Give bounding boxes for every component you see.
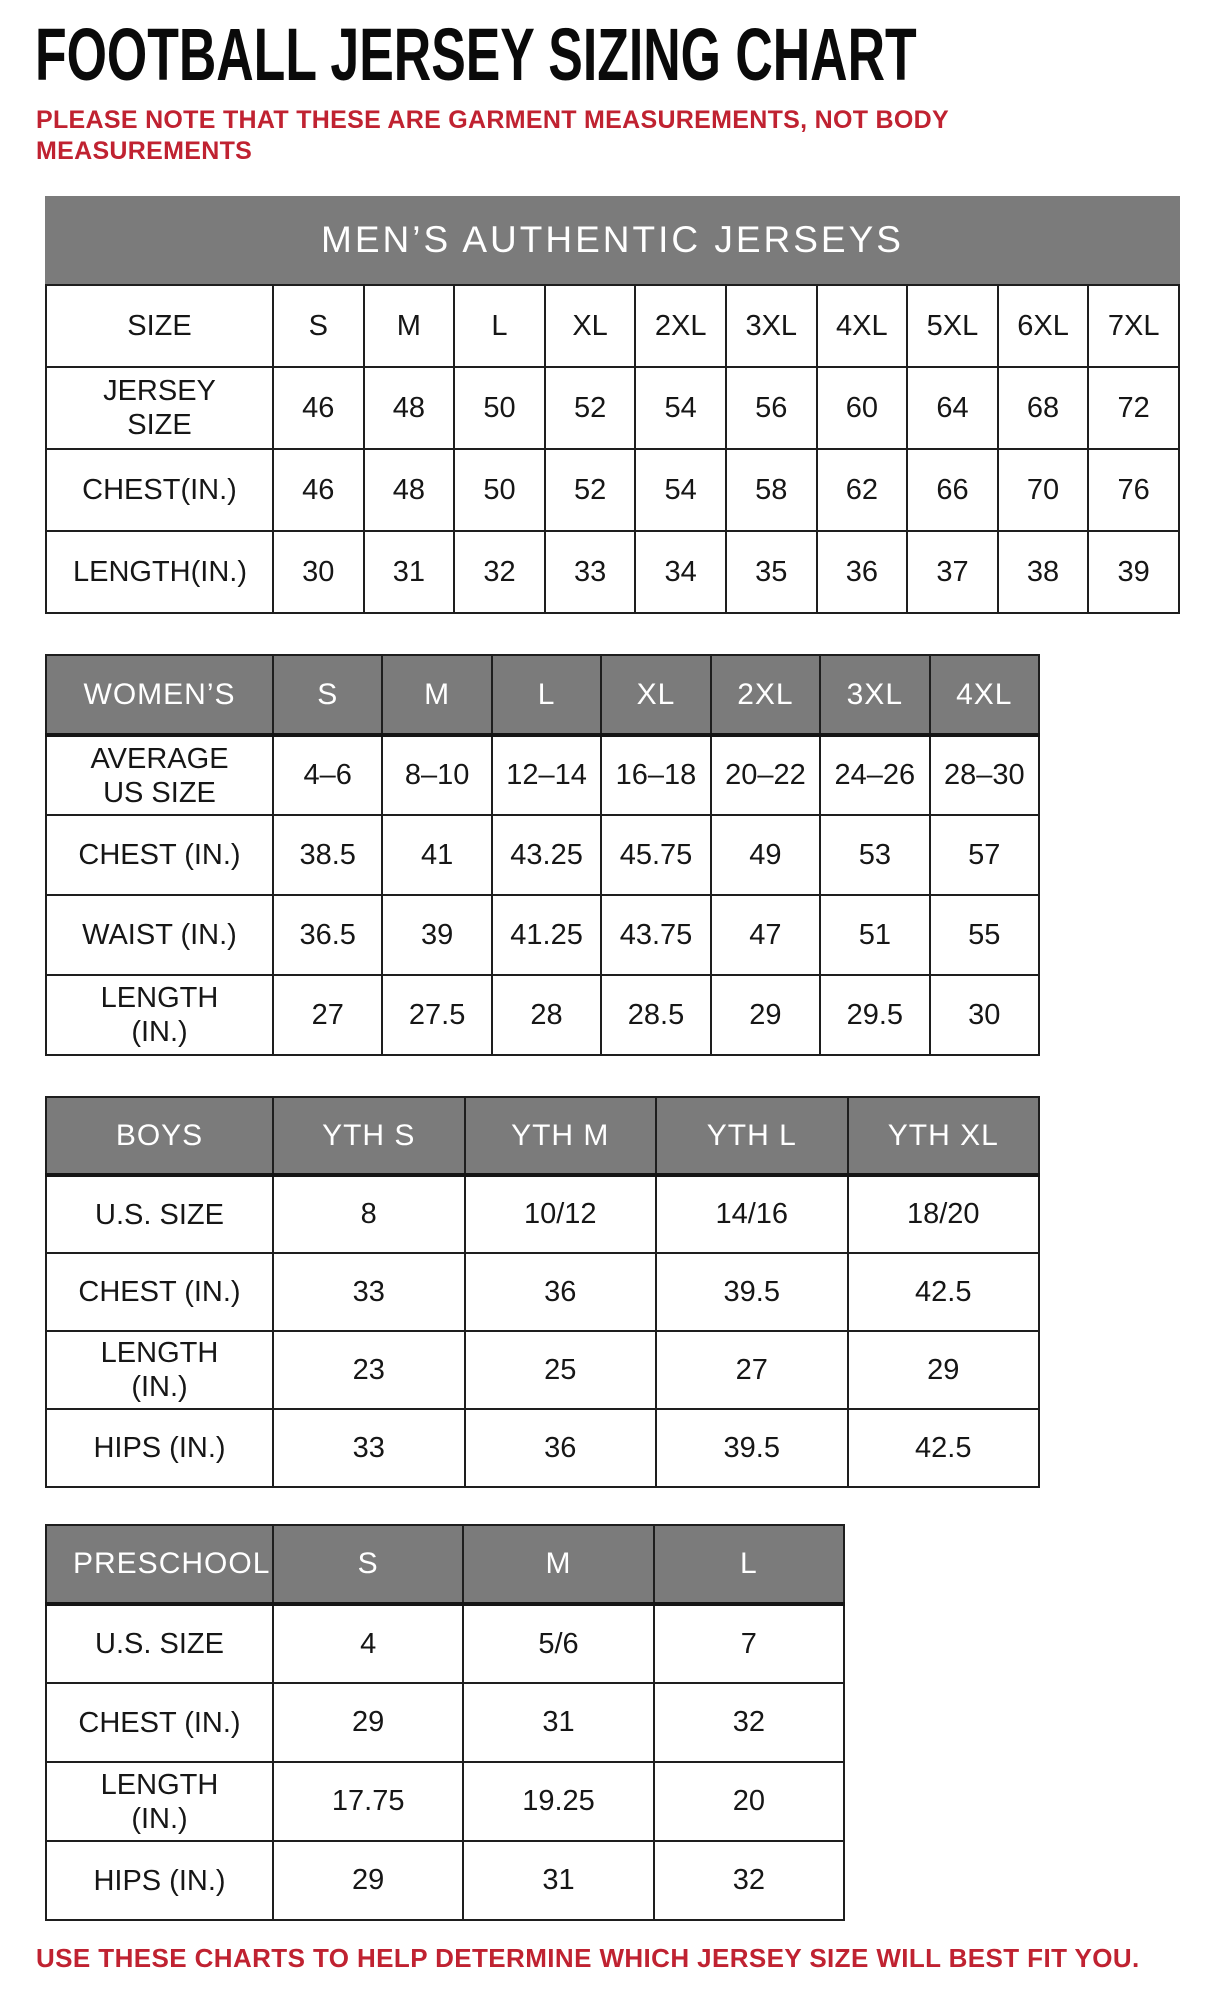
mens-value-cell: 5XL (907, 285, 998, 367)
boys-value-cell: 42.5 (848, 1409, 1040, 1487)
mens-value-cell: 76 (1088, 449, 1179, 531)
womens-value-cell: 12–14 (492, 735, 601, 815)
boys-row-label-cell: U.S. SIZE (46, 1175, 273, 1253)
mens-row-label-cell: LENGTH(IN.) (46, 531, 273, 613)
womens-value-cell: 16–18 (601, 735, 710, 815)
womens-value-cell: 38.5 (273, 815, 382, 895)
womens-value-cell: 20–22 (711, 735, 820, 815)
boys-value-cell: 10/12 (465, 1175, 657, 1253)
boys-table-row (46, 1175, 1039, 1253)
mens-table-row (46, 367, 1179, 449)
boys-value-cell: 8 (273, 1175, 465, 1253)
preschool-header-size-cell: L (654, 1525, 844, 1604)
womens-value-cell: 51 (820, 895, 929, 975)
mens-value-cell: 48 (364, 367, 455, 449)
mens-table-banner: MEN’S AUTHENTIC JERSEYS (45, 196, 1180, 284)
mens-value-cell: 72 (1088, 367, 1179, 449)
mens-row-label-cell: SIZE (46, 285, 273, 367)
mens-value-cell: 30 (273, 531, 364, 613)
womens-header-size-cell: M (382, 655, 491, 735)
womens-header-size-cell: 4XL (930, 655, 1039, 735)
preschool-row-label-cell: HIPS (IN.) (46, 1841, 273, 1920)
mens-value-cell: 7XL (1088, 285, 1179, 367)
womens-table-row (46, 895, 1039, 975)
womens-row-label-cell: LENGTH (IN.) (46, 975, 273, 1055)
garment-note-line-2: MEASUREMENTS (36, 137, 253, 165)
mens-table-row (46, 531, 1179, 613)
boys-header-size-cell: YTH XL (848, 1097, 1040, 1175)
mens-value-cell: 38 (998, 531, 1089, 613)
mens-value-cell: 60 (817, 367, 908, 449)
womens-value-cell: 41.25 (492, 895, 601, 975)
mens-value-cell: 52 (545, 367, 636, 449)
mens-value-cell: S (273, 285, 364, 367)
womens-value-cell: 36.5 (273, 895, 382, 975)
mens-value-cell: 4XL (817, 285, 908, 367)
mens-value-cell: 64 (907, 367, 998, 449)
mens-value-cell: 6XL (998, 285, 1089, 367)
womens-value-cell: 43.75 (601, 895, 710, 975)
preschool-value-cell: 29 (273, 1841, 463, 1920)
preschool-table-row (46, 1683, 844, 1762)
mens-value-cell: 31 (364, 531, 455, 613)
womens-value-cell: 49 (711, 815, 820, 895)
mens-value-cell: 66 (907, 449, 998, 531)
preschool-value-cell: 29 (273, 1683, 463, 1762)
preschool-row-label-cell: U.S. SIZE (46, 1604, 273, 1683)
womens-value-cell: 28.5 (601, 975, 710, 1055)
page-title-text: FOOTBALL JERSEY SIZING CHART (35, 13, 917, 96)
boys-value-cell: 33 (273, 1409, 465, 1487)
womens-header-size-cell: S (273, 655, 382, 735)
womens-value-cell: 53 (820, 815, 929, 895)
mens-value-cell: 50 (454, 449, 545, 531)
boys-value-cell: 42.5 (848, 1253, 1040, 1331)
womens-value-cell: 39 (382, 895, 491, 975)
boys-value-cell: 33 (273, 1253, 465, 1331)
mens-value-cell: 32 (454, 531, 545, 613)
mens-value-cell: 62 (817, 449, 908, 531)
womens-value-cell: 30 (930, 975, 1039, 1055)
mens-table-row (46, 285, 1179, 367)
boys-value-cell: 36 (465, 1253, 657, 1331)
preschool-value-cell: 5/6 (463, 1604, 653, 1683)
mens-value-cell: 56 (726, 367, 817, 449)
preschool-header-size-cell: M (463, 1525, 653, 1604)
preschool-value-cell: 17.75 (273, 1762, 463, 1841)
mens-value-cell: 39 (1088, 531, 1179, 613)
garment-note-line-1: PLEASE NOTE THAT THESE ARE GARMENT MEASUREMENTS, NOT BODY (36, 106, 949, 134)
boys-value-cell: 39.5 (656, 1253, 848, 1331)
mens-value-cell: 46 (273, 449, 364, 531)
boys-value-cell: 18/20 (848, 1175, 1040, 1253)
preschool-table-row (46, 1604, 844, 1683)
womens-value-cell: 28–30 (930, 735, 1039, 815)
womens-value-cell: 45.75 (601, 815, 710, 895)
boys-value-cell: 25 (465, 1331, 657, 1409)
womens-value-cell: 41 (382, 815, 491, 895)
mens-value-cell: 50 (454, 367, 545, 449)
womens-header-size-cell: 2XL (711, 655, 820, 735)
garment-note (36, 105, 1220, 167)
boys-header-row (46, 1097, 1039, 1175)
preschool-row-label-cell: LENGTH (IN.) (46, 1762, 273, 1841)
womens-table-row (46, 815, 1039, 895)
boys-value-cell: 29 (848, 1331, 1040, 1409)
page-title (35, 13, 1220, 96)
mens-row-label-cell: CHEST(IN.) (46, 449, 273, 531)
boys-value-cell: 23 (273, 1331, 465, 1409)
boys-value-cell: 36 (465, 1409, 657, 1487)
preschool-value-cell: 19.25 (463, 1762, 653, 1841)
boys-row-label-cell: CHEST (IN.) (46, 1253, 273, 1331)
sizing-tables-section (45, 196, 1220, 1921)
womens-value-cell: 29.5 (820, 975, 929, 1055)
boys-header-size-cell: YTH S (273, 1097, 465, 1175)
mens-value-cell: 2XL (635, 285, 726, 367)
mens-value-cell: XL (545, 285, 636, 367)
preschool-value-cell: 31 (463, 1841, 653, 1920)
mens-row-label-cell: JERSEY SIZE (46, 367, 273, 449)
boys-header-size-cell: YTH L (656, 1097, 848, 1175)
womens-value-cell: 29 (711, 975, 820, 1055)
womens-header-size-cell: L (492, 655, 601, 735)
womens-value-cell: 57 (930, 815, 1039, 895)
womens-table-row (46, 735, 1039, 815)
womens-value-cell: 4–6 (273, 735, 382, 815)
mens-value-cell: 54 (635, 367, 726, 449)
womens-value-cell: 28 (492, 975, 601, 1055)
womens-value-cell: 27 (273, 975, 382, 1055)
preschool-sizing-table (45, 1524, 845, 1921)
mens-table-row (46, 449, 1179, 531)
mens-value-cell: 37 (907, 531, 998, 613)
preschool-table-row (46, 1841, 844, 1920)
boys-table-row (46, 1409, 1039, 1487)
mens-value-cell: 52 (545, 449, 636, 531)
preschool-header-label-cell: PRESCHOOL (46, 1525, 273, 1604)
preschool-row-label-cell: CHEST (IN.) (46, 1683, 273, 1762)
footer-text: USE THESE CHARTS TO HELP DETERMINE WHICH JERSEY SIZE WILL BEST FIT YOU. (36, 1943, 1140, 1973)
mens-value-cell: 54 (635, 449, 726, 531)
mens-value-cell: 58 (726, 449, 817, 531)
mens-sizing-table (45, 284, 1180, 614)
preschool-value-cell: 4 (273, 1604, 463, 1683)
mens-value-cell: 34 (635, 531, 726, 613)
boys-sizing-table (45, 1096, 1040, 1488)
mens-value-cell: 33 (545, 531, 636, 613)
womens-value-cell: 47 (711, 895, 820, 975)
womens-header-size-cell: XL (601, 655, 710, 735)
womens-header-label-cell: WOMEN’S (46, 655, 273, 735)
womens-table-row (46, 975, 1039, 1055)
preschool-value-cell: 7 (654, 1604, 844, 1683)
preschool-table-row (46, 1762, 844, 1841)
mens-value-cell: 3XL (726, 285, 817, 367)
preschool-value-cell: 32 (654, 1841, 844, 1920)
mens-value-cell: M (364, 285, 455, 367)
mens-value-cell: 35 (726, 531, 817, 613)
mens-value-cell: 48 (364, 449, 455, 531)
womens-row-label-cell: WAIST (IN.) (46, 895, 273, 975)
mens-value-cell: 70 (998, 449, 1089, 531)
preschool-value-cell: 32 (654, 1683, 844, 1762)
mens-value-cell: 68 (998, 367, 1089, 449)
womens-value-cell: 27.5 (382, 975, 491, 1055)
womens-sizing-table (45, 654, 1040, 1056)
mens-value-cell: 46 (273, 367, 364, 449)
womens-value-cell: 8–10 (382, 735, 491, 815)
boys-value-cell: 39.5 (656, 1409, 848, 1487)
boys-row-label-cell: HIPS (IN.) (46, 1409, 273, 1487)
mens-value-cell: L (454, 285, 545, 367)
preschool-value-cell: 31 (463, 1683, 653, 1762)
boys-header-size-cell: YTH M (465, 1097, 657, 1175)
womens-row-label-cell: AVERAGE US SIZE (46, 735, 273, 815)
womens-value-cell: 24–26 (820, 735, 929, 815)
womens-value-cell: 43.25 (492, 815, 601, 895)
womens-value-cell: 55 (930, 895, 1039, 975)
preschool-header-size-cell: S (273, 1525, 463, 1604)
boys-value-cell: 27 (656, 1331, 848, 1409)
mens-value-cell: 36 (817, 531, 908, 613)
boys-table-row (46, 1253, 1039, 1331)
womens-header-row (46, 655, 1039, 735)
boys-row-label-cell: LENGTH (IN.) (46, 1331, 273, 1409)
womens-header-size-cell: 3XL (820, 655, 929, 735)
preschool-value-cell: 20 (654, 1762, 844, 1841)
boys-value-cell: 14/16 (656, 1175, 848, 1253)
womens-row-label-cell: CHEST (IN.) (46, 815, 273, 895)
page-root (0, 13, 1220, 1974)
boys-header-label-cell: BOYS (46, 1097, 273, 1175)
preschool-header-row (46, 1525, 844, 1604)
boys-table-row (46, 1331, 1039, 1409)
